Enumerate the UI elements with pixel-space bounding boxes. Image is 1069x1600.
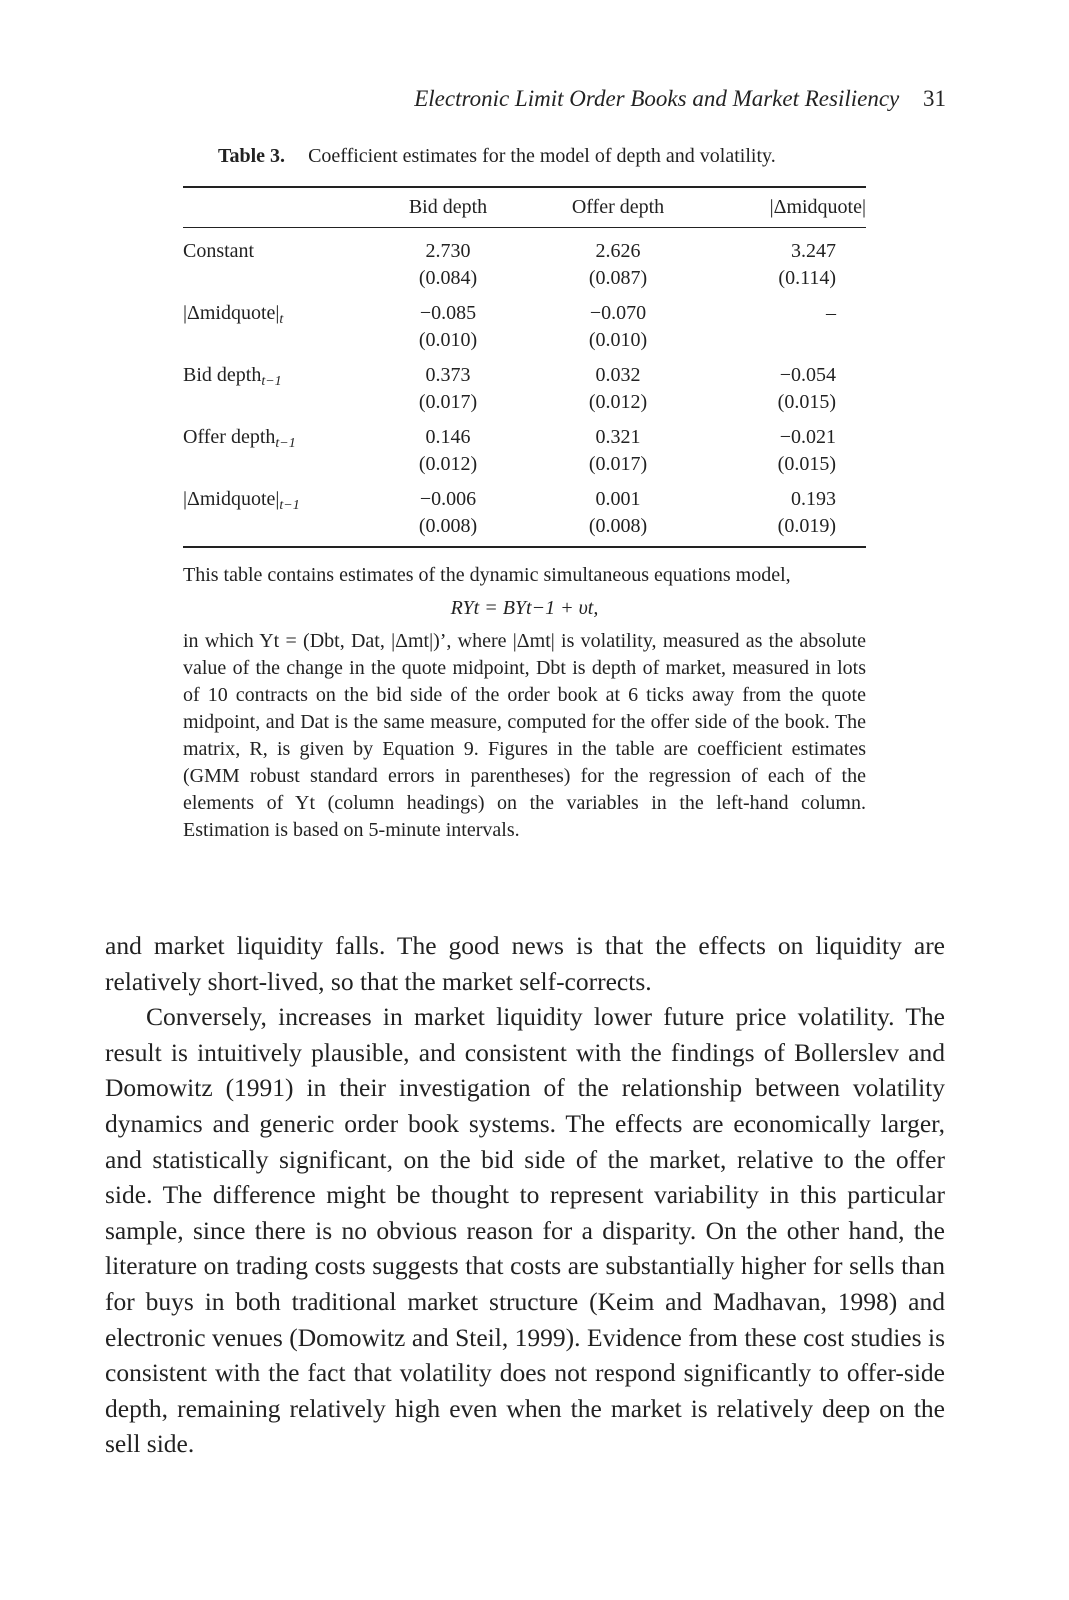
column-header-offer-depth: Offer depth [513,187,723,228]
coef-cell: −0.054 [779,364,836,386]
header-row-label [183,187,383,228]
coefficient-table [183,186,866,548]
se-cell: (0.008) [513,513,723,547]
se-cell: (0.087) [588,267,648,289]
se-cell: (0.012) [588,391,648,413]
se-cell: (0.084) [418,267,478,289]
body-text [105,928,945,1462]
coef-cell: 2.730 [425,240,471,262]
se-cell [723,327,866,354]
table-header-row [183,187,866,228]
table-row [183,228,866,266]
coef-cell: −0.070 [589,302,647,324]
coef-cell: 3.247 [791,240,836,262]
table-row [183,292,866,327]
coef-cell: 2.626 [595,240,641,262]
running-title: Electronic Limit Order Books and Market Resiliency [414,86,900,111]
table-row-se [183,451,866,478]
page-number: 31 [923,86,946,111]
se-cell: (0.010) [588,329,648,351]
table-note-intro: This table contains estimates of the dynamic simultaneous equations model, [183,564,791,586]
se-cell: (0.019) [723,513,866,547]
row-label: Constant [183,240,255,262]
table-caption-text: Coefficient estimates for the model of depth and volatility. [308,145,776,167]
column-header-abs-dmidquote: |Δmidquote| [723,187,866,228]
body-paragraph: Conversely, increases in market liquidity lower future price volatility. The result is intuitively plausible, and consistent with the findings of Bollerslev and Domowitz (1991) in their investigation of the relationship between volatility dynamics and generic order book systems. The effects are economically larger, and statistically significant, on the bid side of the market, relative to the offer side. The difference might be thought to represent variability in this particular sample, since there is no obvious reason for a disparity. On the other hand, the literature on trading costs suggests that costs are substantially higher for sells than for buys in both traditional market structure (Keim and Madhavan, 1998) and electronic venues (Domowitz and Steil, 1999). Evidence from these cost studies is consistent with the fact that volatility does not respond significantly to offer-side depth, remaining relatively high even when the market is relatively deep on the sell side. [105,1002,945,1459]
table-row-se [183,513,866,547]
coef-cell: 0.373 [425,364,471,386]
table-row [183,354,866,389]
se-cell: (0.015) [777,391,836,413]
coef-cell: 0.193 [791,488,836,510]
table-row-se [183,327,866,354]
row-label: Bid depth$_{t-1}$ [183,364,282,389]
coef-cell: −0.006 [419,488,477,510]
row-label: $|\Delta midquote|_{t-1}$ [183,488,300,513]
table-row [183,478,866,513]
coef-cell: 0.032 [595,364,641,386]
se-cell: (0.017) [418,391,478,413]
model-equation: RYt = BYt−1 + υt, [450,597,599,619]
table-note [183,562,866,844]
coef-cell: – [826,302,836,324]
table-row [183,416,866,451]
row-label: $|\Delta midquote|_t$ [183,302,284,327]
se-cell: (0.012) [418,453,478,475]
se-cell: (0.114) [778,267,836,289]
table-caption [218,145,776,168]
se-cell: (0.017) [588,453,648,475]
running-header [0,86,946,112]
coef-cell: −0.085 [419,302,477,324]
table-row-se [183,389,866,416]
se-cell: (0.008) [383,513,513,547]
se-cell: (0.010) [418,329,478,351]
coef-cell: 0.146 [425,426,471,448]
table-row-se [183,265,866,292]
table-label: Table 3. [218,145,286,167]
coef-cell: −0.021 [779,426,836,448]
column-header-bid-depth: Bid depth [383,187,513,228]
body-paragraph: and market liquidity falls. The good news is that the effects on liquidity are relatively short-lived, so that the market self-corrects. [105,931,945,996]
row-label: Offer depth$_{t-1}$ [183,426,296,451]
coef-cell: 0.321 [595,426,641,448]
se-cell: (0.015) [777,453,836,475]
table-note-text: in which Yt = (Dbt, Dat, |Δmt|)’, where |Δmt| is volatility, measured as the absolute value of the change in the quote midpoint, Dbt is depth of market, measured in lots of 10 contracts on the bid side of the order book at 6 ticks away from the quote midpoint, and Dat is the same measure, computed for the offer side of the book. The matrix, R, is given by Equation 9. Figures in the table are coefficient estimates (GMM robust standard errors in parentheses) for the regression of each of the elements of Yt (column headings) on the variables in the left-hand column. Estimation is based on 5-minute intervals. [183,630,866,841]
coef-cell: 0.001 [595,488,641,510]
